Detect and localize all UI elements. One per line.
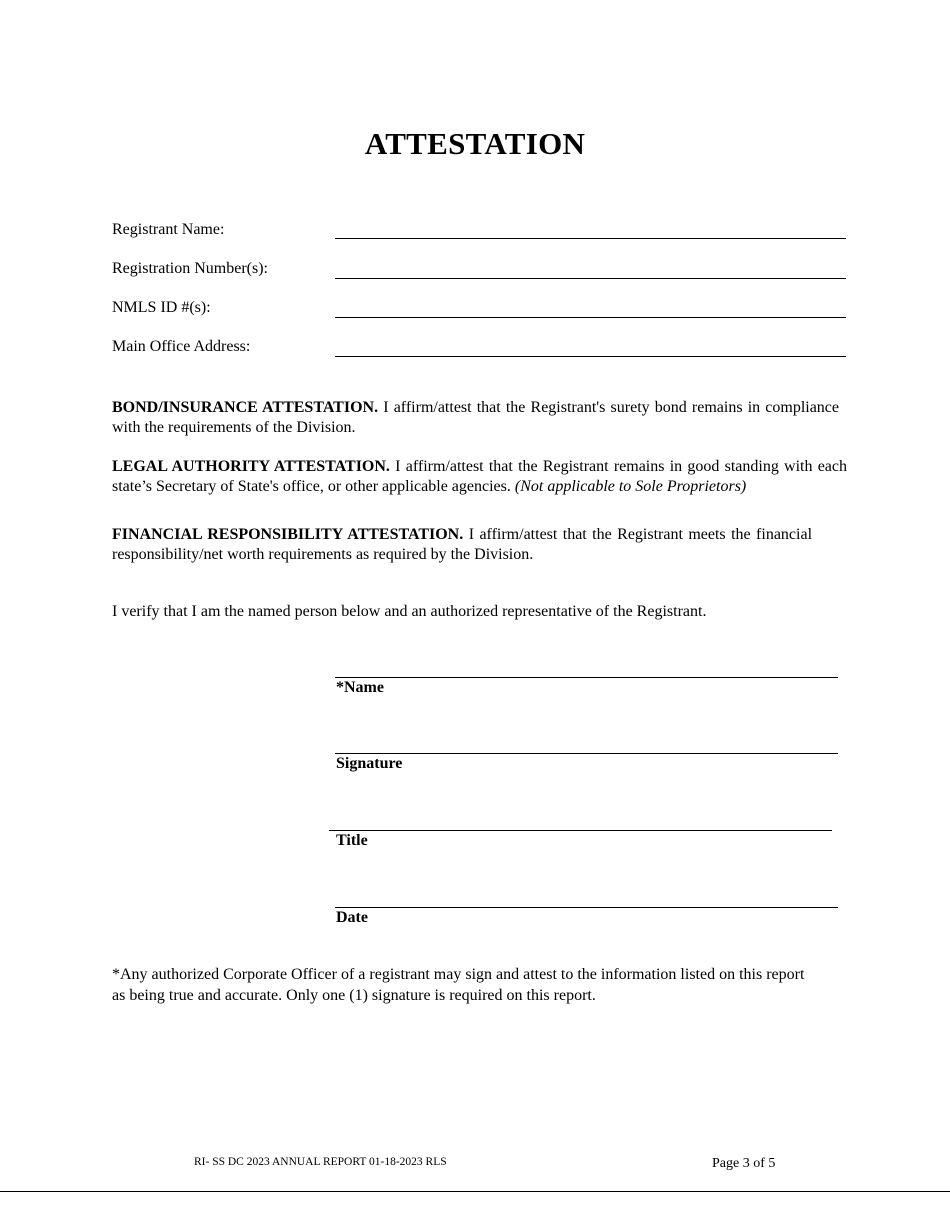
date-signature-line[interactable]: [335, 907, 838, 908]
registration-number-field[interactable]: [335, 278, 846, 279]
title-signature-line[interactable]: [329, 830, 832, 831]
nmls-id-label: NMLS ID #(s):: [112, 299, 211, 316]
nmls-id-field[interactable]: [335, 317, 846, 318]
financial-responsibility-attestation: [112, 525, 812, 564]
registrant-name-label: Registrant Name:: [112, 221, 225, 238]
legal-attestation-text: I affirm/attest that the Registrant remains in good standing with each state’s Secretary of State's office, or other applicable agencies.: [112, 458, 848, 495]
bond-insurance-attestation: [112, 398, 839, 437]
main-office-address-label: Main Office Address:: [112, 338, 251, 355]
verify-statement: I verify that I am the named person below and an authorized representative of the Registrant.: [112, 603, 707, 620]
financial-attestation-text: I affirm/attest that the Registrant meets the financial responsibility/net worth requirements as required by the Division.: [112, 526, 813, 563]
financial-attestation-heading: FINANCIAL RESPONSIBILITY ATTESTATION.: [112, 526, 464, 543]
legal-authority-attestation: [112, 457, 847, 496]
form-code: RI- SS DC 2023 ANNUAL REPORT 01-18-2023 RLS: [194, 1156, 447, 1168]
date-label: Date: [336, 909, 368, 926]
page-title: ATTESTATION: [364, 126, 586, 161]
page-number: Page 3 of 5: [712, 1156, 776, 1171]
registrant-name-field[interactable]: [335, 238, 846, 239]
signature-label: Signature: [336, 755, 403, 772]
legal-attestation-note: (Not applicable to Sole Proprietors): [514, 477, 747, 495]
legal-attestation-heading: LEGAL AUTHORITY ATTESTATION.: [112, 458, 390, 475]
bond-attestation-text: I affirm/attest that the Registrant's surety bond remains in compliance with the requirements of the Division.: [112, 399, 840, 436]
name-label: *Name: [336, 679, 384, 696]
bond-attestation-heading: BOND/INSURANCE ATTESTATION.: [112, 399, 379, 416]
footnote: *Any authorized Corporate Officer of a registrant may sign and attest to the information listed on this report as being true and accurate. Only one (1) signature is required on this report.: [112, 966, 805, 1004]
name-signature-line[interactable]: [335, 677, 838, 678]
main-office-address-field[interactable]: [335, 356, 846, 357]
signature-line[interactable]: [335, 753, 838, 754]
footer-divider: [0, 1191, 950, 1192]
title-label: Title: [336, 832, 368, 849]
registration-number-label: Registration Number(s):: [112, 260, 268, 277]
